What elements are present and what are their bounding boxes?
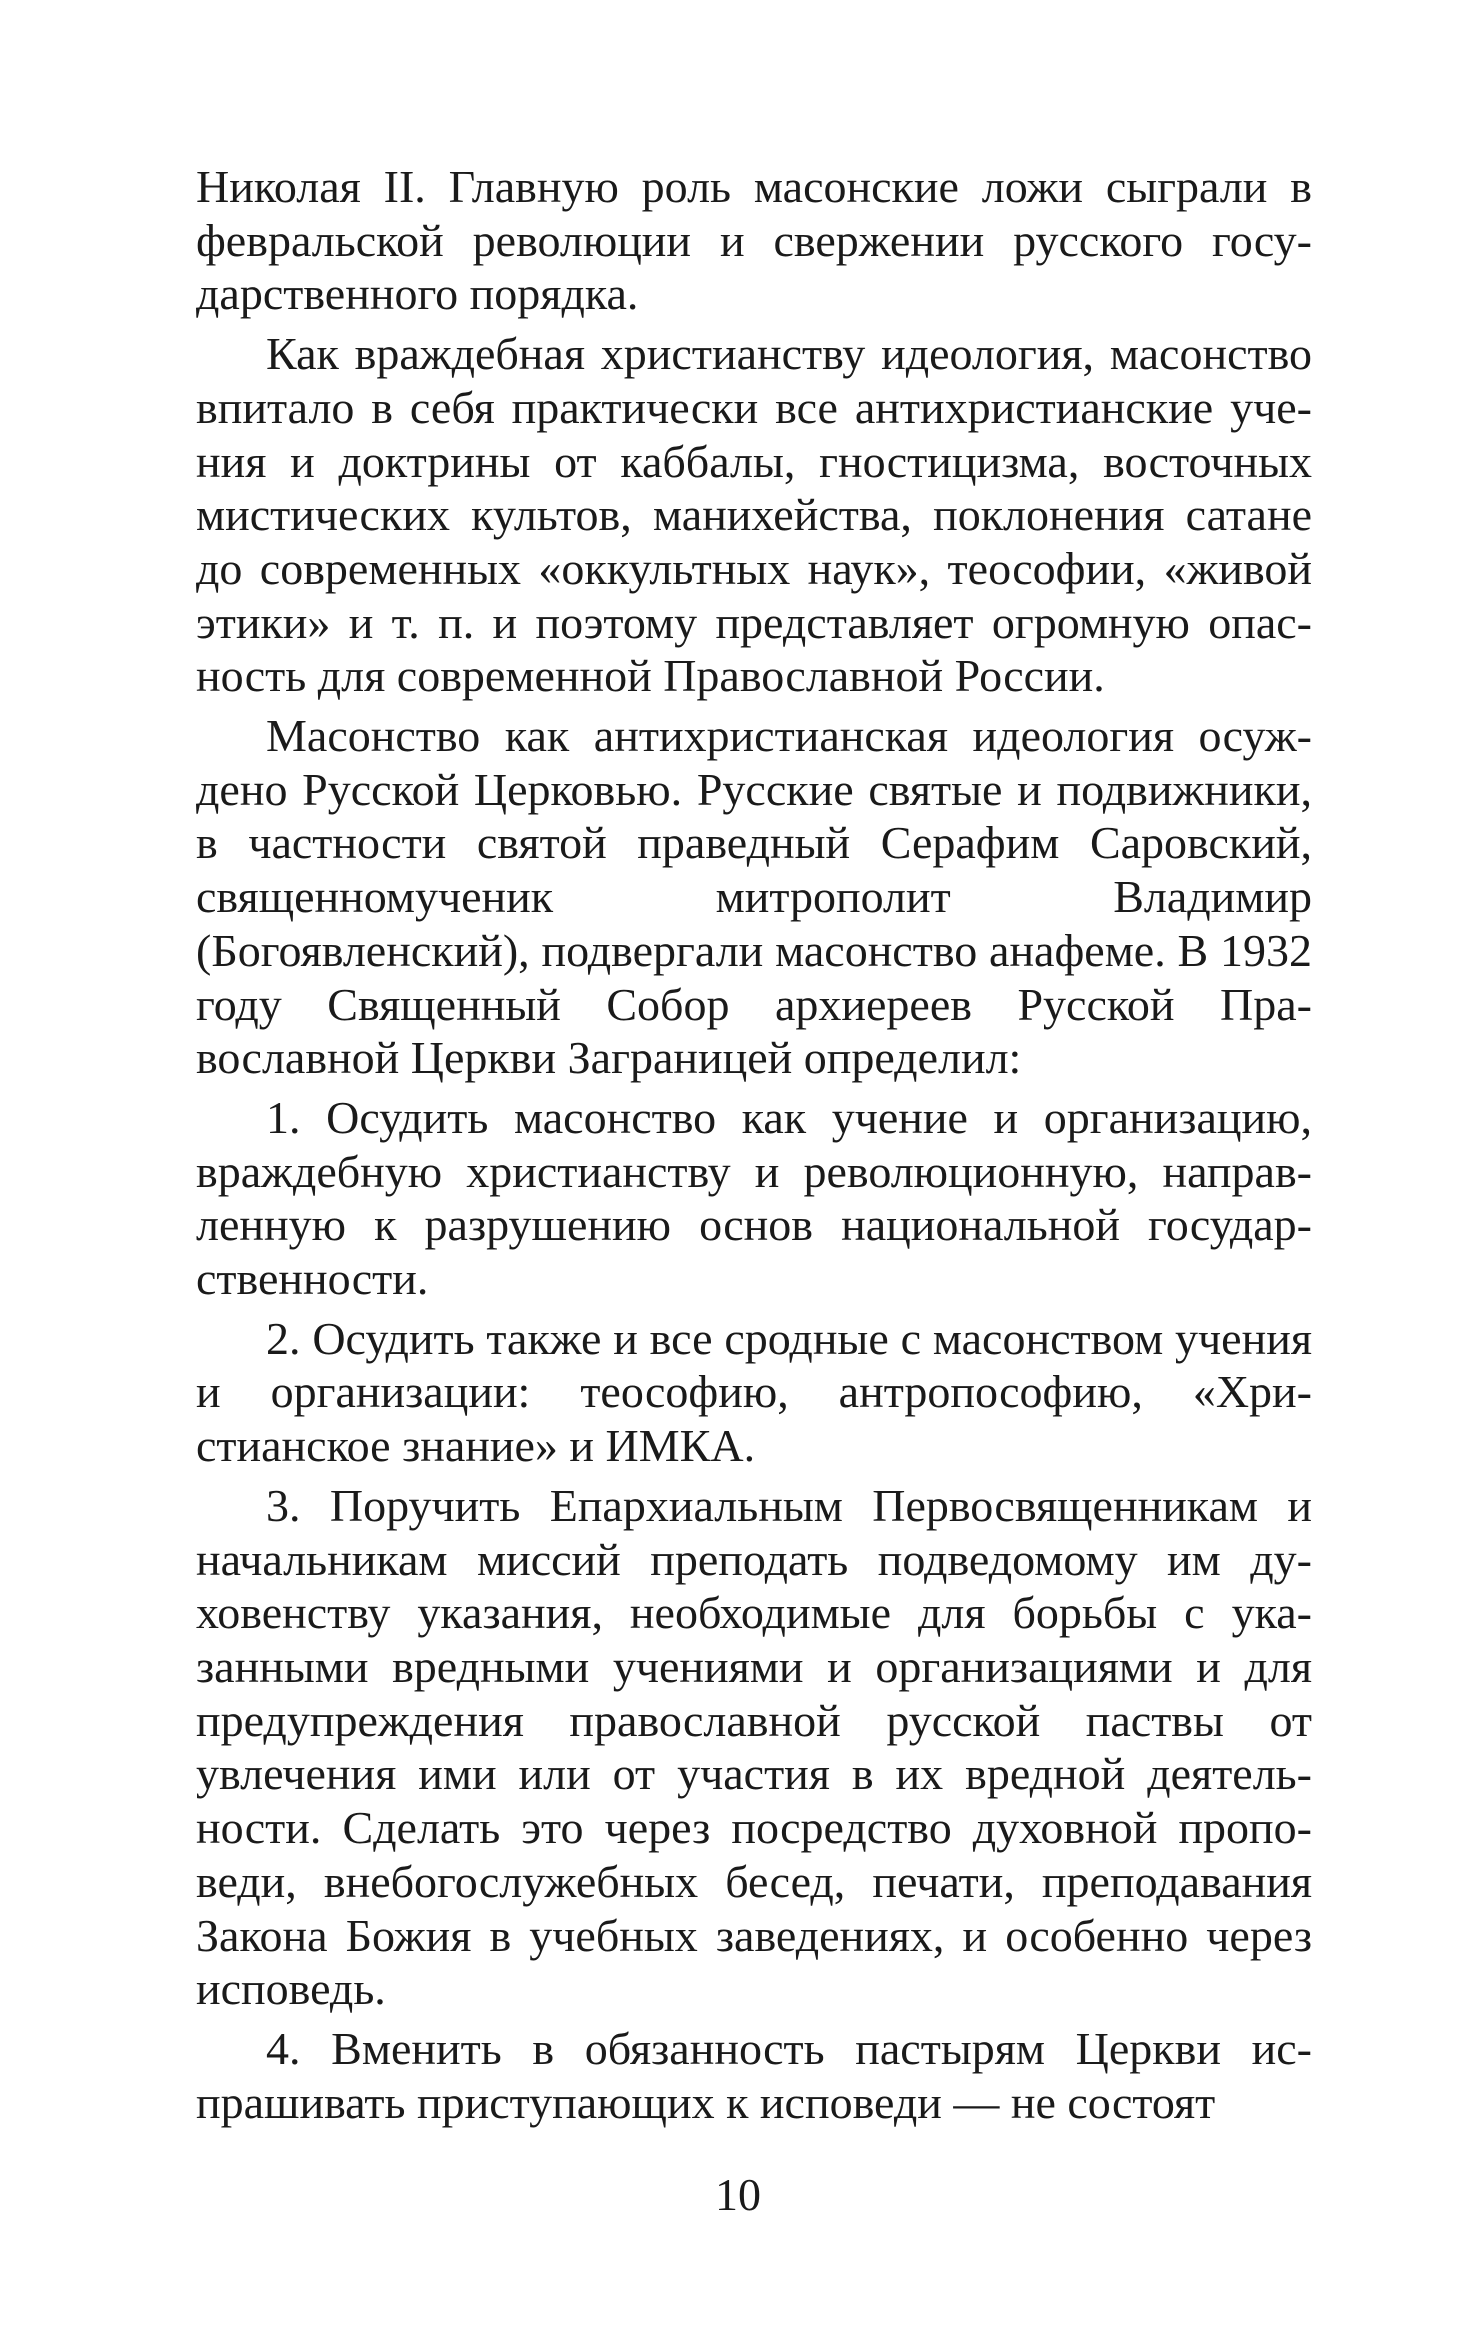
paragraph-point-3: 3. Поручить Епархиальным Первосвященникам и начальникам миссий преподать подведомому им духовенству указания, необходимые для борьбы с указанными вредными учениями и организациями и для предупреждения православной русской паствы от увлечения ими или от участия в их вредной деятельности. Сделать это через посредство духовной проповеди, внебогослужебных бесед, печати, преподавания Закона Божия в учебных заведениях, и особенно через исповедь.: [196, 1479, 1312, 2015]
paragraph-masonry-ideology: Как враждебная христианству идеология, масонство впитало в себя практически все антихристианские учения и доктрины от каббалы, гностицизма, восточных мистических культов, манихейства, поклонения сатане до современных «оккультных наук», теософии, «живой этики» и т. п. и поэтому представляет огромную опасность для современной Православной России.: [196, 328, 1312, 702]
paragraph-point-1: 1. Осудить масонство как учение и организацию, враждебную христианству и революционную, направленную к разрушению основ национальной государственности.: [196, 1091, 1312, 1305]
paragraph-point-4: 4. Вменить в обязанность пастырям Церкви испрашивать приступающих к исповеди — не состоят: [196, 2022, 1312, 2128]
body-text: [196, 160, 1312, 2135]
paragraph-continuation: Николая II. Главную роль масонские ложи сыграли в февральской революции и свержении русского государственного порядка.: [196, 161, 1312, 320]
paragraph-point-2: 2. Осудить также и все сродные с масонством учения и организации: теософию, антропософию, «Христианское знание» и ИМКА.: [196, 1312, 1312, 1472]
page-number: 10: [715, 2169, 761, 2220]
paragraph-church-condemnation: Масонство как антихристианская идеология осуждено Русской Церковью. Русские святые и подвижники, в частности святой праведный Серафим Саровский, священномученик митрополит Владимир (Богоявленский), подвергали масонство анафеме. В 1932 году Священный Собор архиереев Русской Православной Церкви Заграницей определил:: [196, 710, 1312, 1084]
